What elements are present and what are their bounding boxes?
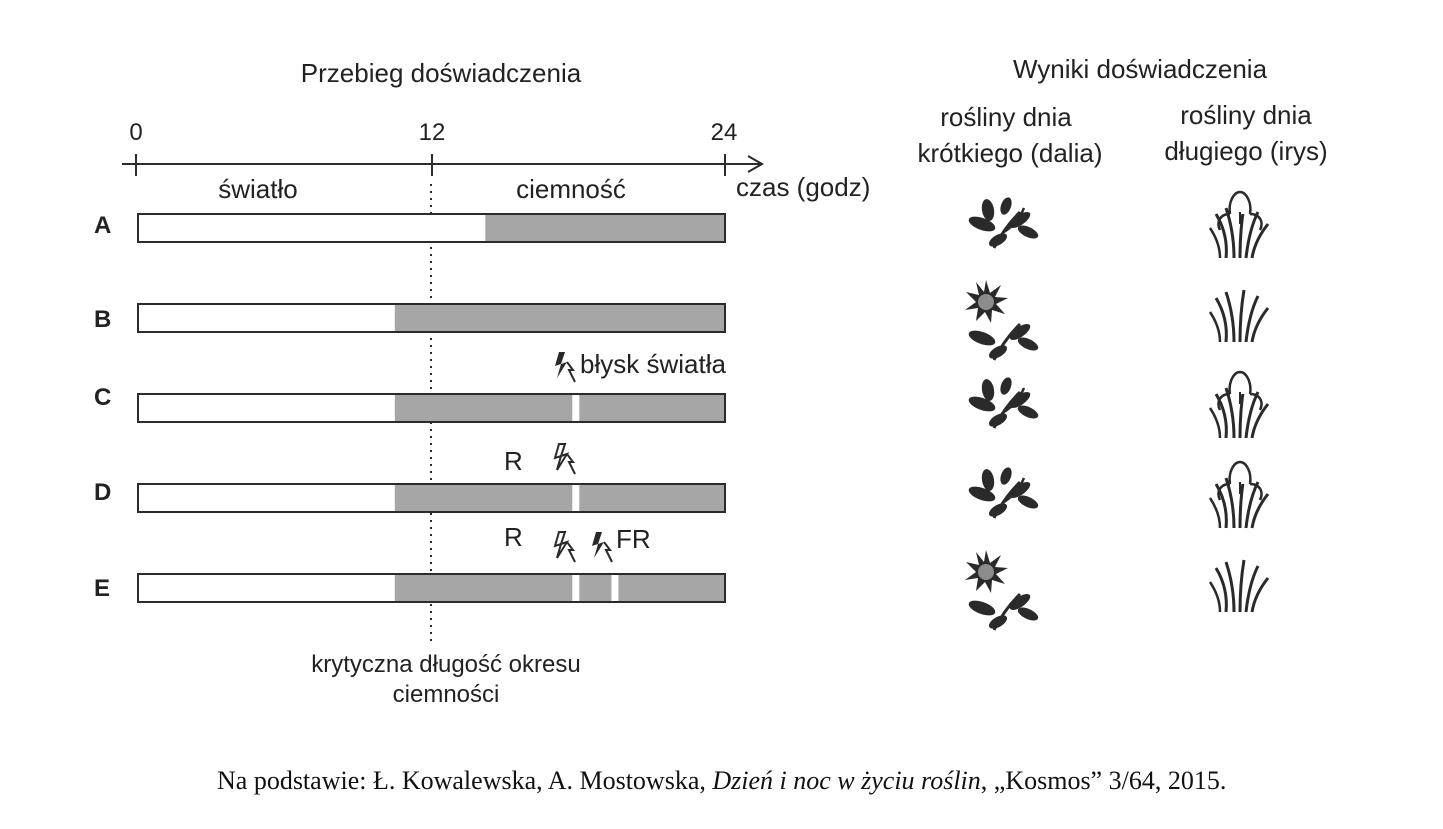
axis-unit-label: czas (godz) [736,172,871,202]
right-title: Wyniki doświadczenia [1012,54,1268,84]
long-day-header-line1: rośliny dnia [1180,100,1312,130]
row-label-d: D [94,479,112,506]
row-label-c: C [94,384,112,411]
tick-label-12: 12 [418,119,446,146]
tick-label-0: 0 [129,119,143,146]
iris-vegetative-icon-e [1210,560,1268,612]
short-day-header-line2: krótkiego (dalia) [917,138,1103,168]
dark-period-bar-c [395,394,725,422]
dahlia-flowering-icon-e [965,550,1040,631]
light-label: światło [218,174,298,204]
light-period-bar-a [138,214,485,242]
flash-label: błysk światła [580,349,726,379]
tick-label-24: 24 [710,119,738,146]
light-period-bar-c [138,394,395,422]
dark-label: ciemność [516,174,626,204]
light-period-bar-b [138,304,395,332]
row-label-a: A [94,212,112,239]
red-label-e: R [504,522,523,552]
iris-flowering-icon-a [1210,192,1268,258]
iris-flowering-icon-d [1210,462,1268,528]
dark-period-bar-e [395,574,725,602]
dark-period-bar-d [395,484,725,512]
iris-flowering-icon-c [1210,372,1268,438]
dahlia-vegetative-icon-a [967,196,1040,249]
dark-period-bar-b [395,304,725,332]
dark-period-bar-a [485,214,725,242]
critical-label-line2: ciemności [392,681,500,708]
long-day-header-line2: długiego (irys) [1164,136,1328,166]
dahlia-vegetative-icon-d [967,466,1040,519]
source-citation [217,766,1417,796]
result-plants [965,192,1268,631]
light-period-bar-e [138,574,395,602]
iris-vegetative-icon-b [1210,290,1268,342]
time-axis [122,154,762,176]
dahlia-vegetative-icon-c [967,376,1040,429]
far-red-label-e: FR [616,524,651,554]
row-label-e: E [94,575,111,602]
short-day-header-line1: rośliny dnia [940,102,1072,132]
critical-label-line1: krytyczna długość okresu [311,651,581,678]
flash-white-icon-c [555,352,575,382]
flash-red-icon-e [555,532,575,562]
row-label-b: B [94,306,112,333]
source-suffix: , „Kosmos” 3/64, 2015. [980,766,1227,795]
dahlia-flowering-icon-b [965,280,1040,361]
red-label-d: R [504,446,523,476]
source-prefix: Na podstawie: Ł. Kowalewska, A. Mostowska, [217,766,713,795]
source-title: Dzień i noc w życiu roślin [712,766,981,795]
flash-far-red-icon-e [592,532,612,562]
light-period-bar-d [138,484,395,512]
flash-red-icon-d [555,444,575,474]
left-title: Przebieg doświadczenia [300,58,582,88]
